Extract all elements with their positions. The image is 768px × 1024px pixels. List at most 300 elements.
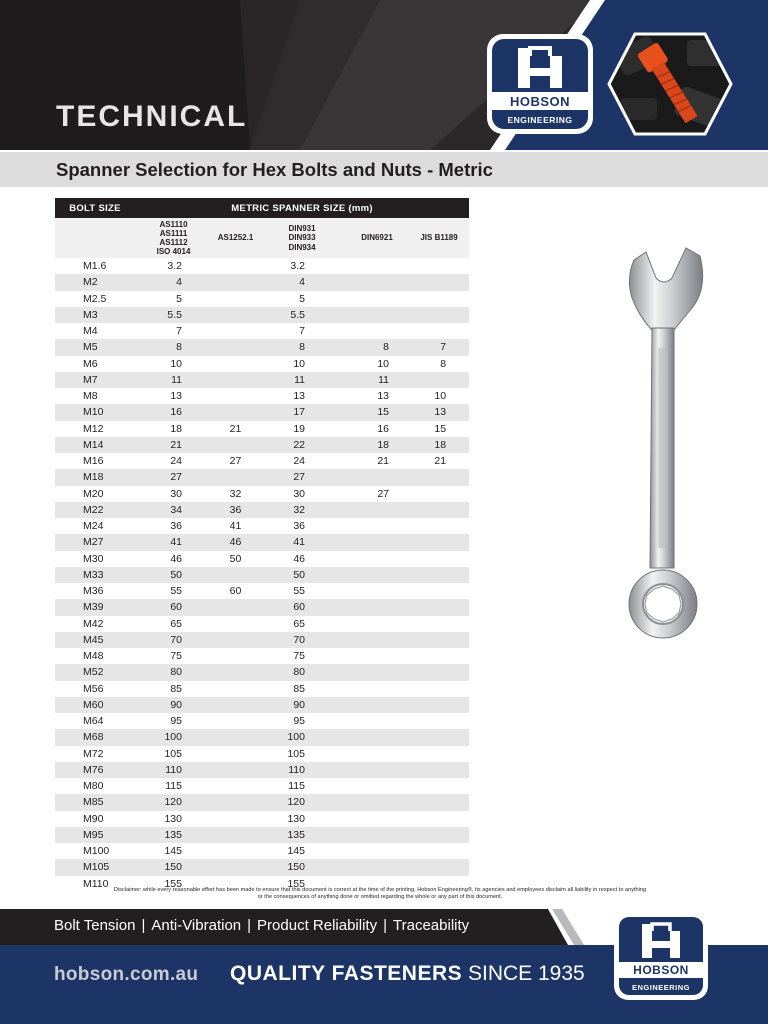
din-size-cell: 90 <box>259 697 345 713</box>
bolt-size-cell: M5 <box>55 339 135 355</box>
bolt-size-cell: M8 <box>55 388 135 404</box>
as1252-size-cell <box>212 811 259 827</box>
bolt-size-cell: M72 <box>55 746 135 762</box>
hobson-logo[interactable] <box>487 34 593 134</box>
bolt-size-cell: M4 <box>55 323 135 339</box>
jis-size-cell <box>409 713 469 729</box>
jis-size-cell: 8 <box>409 356 469 372</box>
jis-size-cell <box>409 274 469 290</box>
bolt-size-cell: M48 <box>55 648 135 664</box>
din6921-size-cell: 8 <box>345 339 409 355</box>
din6921-size-cell <box>345 746 409 762</box>
bolt-size-cell: M2.5 <box>55 291 135 307</box>
jis-size-cell <box>409 762 469 778</box>
as-size-cell: 60 <box>135 599 212 615</box>
din6921-size-cell <box>345 469 409 485</box>
din-size-cell: 85 <box>259 681 345 697</box>
table-row <box>55 502 469 518</box>
table-row <box>55 356 469 372</box>
footer-tagline <box>230 962 585 986</box>
as1252-size-cell <box>212 372 259 388</box>
as-size-cell: 8 <box>135 339 212 355</box>
footer-feature-list <box>54 917 469 934</box>
bolt-size-cell: M27 <box>55 534 135 550</box>
bolt-size-cell: M90 <box>55 811 135 827</box>
spanner-size-table <box>55 198 469 892</box>
table-row <box>55 307 469 323</box>
as-size-cell: 50 <box>135 567 212 583</box>
as1252-size-cell <box>212 827 259 843</box>
din6921-size-cell <box>345 632 409 648</box>
din-size-cell: 32 <box>259 502 345 518</box>
as-size-cell: 105 <box>135 746 212 762</box>
din-size-cell: 30 <box>259 486 345 502</box>
jis-size-cell <box>409 551 469 567</box>
jis-size-cell <box>409 307 469 323</box>
as-size-cell: 34 <box>135 502 212 518</box>
as1252-size-cell: 60 <box>212 583 259 599</box>
hobson-h-mark-icon <box>514 46 566 90</box>
footer-tag-traceability: Traceability <box>393 917 470 934</box>
as1252-size-cell <box>212 632 259 648</box>
footer-separator: | <box>383 917 388 934</box>
jis-size-cell <box>409 291 469 307</box>
din-size-cell: 75 <box>259 648 345 664</box>
as-size-cell: 46 <box>135 551 212 567</box>
table-row <box>55 713 469 729</box>
jis-size-cell <box>409 632 469 648</box>
as1252-size-cell <box>212 778 259 794</box>
combination-spanner-icon <box>612 238 712 668</box>
table-row <box>55 453 469 469</box>
jis-size-cell <box>409 827 469 843</box>
din-size-cell: 60 <box>259 599 345 615</box>
as-size-cell: 150 <box>135 859 212 875</box>
as1252-size-cell <box>212 843 259 859</box>
din-size-cell: 145 <box>259 843 345 859</box>
header-bolt-size: BOLT SIZE <box>55 198 135 218</box>
as1252-size-cell <box>212 664 259 680</box>
table-row <box>55 664 469 680</box>
din6921-size-cell <box>345 616 409 632</box>
din6921-size-cell <box>345 534 409 550</box>
table-row <box>55 323 469 339</box>
tagline-rest: SINCE 1935 <box>462 962 585 985</box>
bolt-size-cell: M60 <box>55 697 135 713</box>
din-size-cell: 55 <box>259 583 345 599</box>
table-row <box>55 518 469 534</box>
din6921-size-cell <box>345 551 409 567</box>
footer-separator: | <box>141 917 146 934</box>
table-row <box>55 258 469 274</box>
table-row <box>55 339 469 355</box>
jis-size-cell <box>409 518 469 534</box>
din6921-size-cell <box>345 697 409 713</box>
din6921-size-cell <box>345 323 409 339</box>
din6921-size-cell <box>345 583 409 599</box>
bolt-size-cell: M36 <box>55 583 135 599</box>
as1252-size-cell: 21 <box>212 421 259 437</box>
din6921-size-cell <box>345 859 409 875</box>
bolt-size-cell: M68 <box>55 729 135 745</box>
bolt-size-cell: M95 <box>55 827 135 843</box>
table-row <box>55 827 469 843</box>
din6921-size-cell <box>345 518 409 534</box>
as-size-cell: 95 <box>135 713 212 729</box>
subtitle-band <box>0 152 768 187</box>
din-size-cell: 80 <box>259 664 345 680</box>
jis-size-cell <box>409 794 469 810</box>
jis-size-cell <box>409 534 469 550</box>
din6921-size-cell: 18 <box>345 437 409 453</box>
as-size-cell: 130 <box>135 811 212 827</box>
bolt-size-cell: M20 <box>55 486 135 502</box>
header-metric-spanner: METRIC SPANNER SIZE (mm) <box>135 198 469 218</box>
as-size-cell: 75 <box>135 648 212 664</box>
din-size-cell: 17 <box>259 404 345 420</box>
as1252-size-cell: 46 <box>212 534 259 550</box>
table-row <box>55 469 469 485</box>
jis-size-cell: 18 <box>409 437 469 453</box>
page-subtitle: Spanner Selection for Hex Bolts and Nuts - Metric <box>56 159 493 180</box>
din6921-size-cell <box>345 648 409 664</box>
as1252-size-cell <box>212 794 259 810</box>
table-row <box>55 291 469 307</box>
disclaimer-line-2: or the consequences of anything done or omitted regarding the whole or any part of this document. <box>257 894 503 900</box>
bolt-size-cell: M45 <box>55 632 135 648</box>
logo-name: HOBSON <box>509 94 571 109</box>
din6921-size-cell <box>345 274 409 290</box>
table-row <box>55 843 469 859</box>
as-size-cell: 145 <box>135 843 212 859</box>
header-din-standards: DIN931 DIN933 DIN934 <box>259 218 345 258</box>
jis-size-cell: 15 <box>409 421 469 437</box>
din-size-cell: 8 <box>259 339 345 355</box>
bolt-size-cell: M10 <box>55 404 135 420</box>
jis-size-cell <box>409 729 469 745</box>
as1252-size-cell: 32 <box>212 486 259 502</box>
header-as1252: AS1252.1 <box>212 218 259 258</box>
table-row <box>55 632 469 648</box>
bolt-size-cell: M100 <box>55 843 135 859</box>
table-row <box>55 437 469 453</box>
as-size-cell: 5.5 <box>135 307 212 323</box>
logo-subtitle: ENGINEERING <box>507 115 573 125</box>
footer-logo-name: HOBSON <box>633 963 689 977</box>
din-size-cell: 95 <box>259 713 345 729</box>
din6921-size-cell <box>345 794 409 810</box>
as1252-size-cell: 41 <box>212 518 259 534</box>
bolt-size-cell: M3 <box>55 307 135 323</box>
bolt-size-cell: M52 <box>55 664 135 680</box>
as1252-size-cell <box>212 746 259 762</box>
as-size-cell: 70 <box>135 632 212 648</box>
table-row <box>55 859 469 875</box>
bolt-size-cell: M7 <box>55 372 135 388</box>
bolt-size-cell: M1.6 <box>55 258 135 274</box>
bolt-size-cell: M110 <box>55 876 135 892</box>
din6921-size-cell <box>345 291 409 307</box>
din-size-cell: 100 <box>259 729 345 745</box>
din6921-size-cell <box>345 681 409 697</box>
as-size-cell: 100 <box>135 729 212 745</box>
table-row <box>55 811 469 827</box>
bolt-size-cell: M80 <box>55 778 135 794</box>
header-din6921: DIN6921 <box>345 218 409 258</box>
as1252-size-cell: 27 <box>212 453 259 469</box>
jis-size-cell <box>409 258 469 274</box>
din-size-cell: 155 <box>259 876 345 892</box>
header-jis: JIS B1189 <box>409 218 469 258</box>
jis-size-cell <box>409 697 469 713</box>
din6921-size-cell <box>345 843 409 859</box>
as-size-cell: 120 <box>135 794 212 810</box>
as1252-size-cell <box>212 567 259 583</box>
din6921-size-cell <box>345 762 409 778</box>
header-banner <box>0 0 768 150</box>
footer-tag-bolt-tension: Bolt Tension <box>54 917 136 934</box>
bolt-photo-hexagon <box>607 32 733 136</box>
din6921-size-cell <box>345 729 409 745</box>
as1252-size-cell <box>212 404 259 420</box>
table-row <box>55 583 469 599</box>
as-size-cell: 5 <box>135 291 212 307</box>
website-link[interactable]: hobson.com.au <box>54 964 199 985</box>
table-row <box>55 599 469 615</box>
jis-size-cell <box>409 616 469 632</box>
din-size-cell: 135 <box>259 827 345 843</box>
bolt-size-cell: M12 <box>55 421 135 437</box>
din-size-cell: 120 <box>259 794 345 810</box>
as1252-size-cell <box>212 859 259 875</box>
din-size-cell: 130 <box>259 811 345 827</box>
bolt-size-cell: M22 <box>55 502 135 518</box>
bolt-size-cell: M24 <box>55 518 135 534</box>
jis-size-cell <box>409 486 469 502</box>
jis-size-cell: 21 <box>409 453 469 469</box>
table-row <box>55 697 469 713</box>
as-size-cell: 11 <box>135 372 212 388</box>
din-size-cell: 5.5 <box>259 307 345 323</box>
table-row <box>55 794 469 810</box>
as-size-cell: 13 <box>135 388 212 404</box>
bolt-size-cell: M18 <box>55 469 135 485</box>
din-size-cell: 13 <box>259 388 345 404</box>
as1252-size-cell <box>212 258 259 274</box>
din6921-size-cell: 11 <box>345 372 409 388</box>
jis-size-cell: 13 <box>409 404 469 420</box>
jis-size-cell <box>409 811 469 827</box>
as1252-size-cell <box>212 729 259 745</box>
footer-tag-anti-vibration: Anti-Vibration <box>151 917 242 934</box>
jis-size-cell <box>409 681 469 697</box>
bolt-size-cell: M76 <box>55 762 135 778</box>
as1252-size-cell <box>212 616 259 632</box>
bolt-size-cell: M6 <box>55 356 135 372</box>
din6921-size-cell <box>345 567 409 583</box>
as-size-cell: 55 <box>135 583 212 599</box>
jis-size-cell <box>409 323 469 339</box>
din-size-cell: 22 <box>259 437 345 453</box>
as-size-cell: 85 <box>135 681 212 697</box>
bolt-size-cell: M14 <box>55 437 135 453</box>
din6921-size-cell: 10 <box>345 356 409 372</box>
as-size-cell: 7 <box>135 323 212 339</box>
jis-size-cell <box>409 746 469 762</box>
as1252-size-cell <box>212 437 259 453</box>
din-size-cell: 19 <box>259 421 345 437</box>
din6921-size-cell: 27 <box>345 486 409 502</box>
table-row <box>55 274 469 290</box>
table-row <box>55 762 469 778</box>
table-row <box>55 534 469 550</box>
as1252-size-cell <box>212 356 259 372</box>
din6921-size-cell: 16 <box>345 421 409 437</box>
din6921-size-cell <box>345 713 409 729</box>
bolt-size-cell: M30 <box>55 551 135 567</box>
as1252-size-cell <box>212 307 259 323</box>
table-row <box>55 372 469 388</box>
as-size-cell: 24 <box>135 453 212 469</box>
din-size-cell: 50 <box>259 567 345 583</box>
table-row <box>55 388 469 404</box>
as1252-size-cell <box>212 713 259 729</box>
din-size-cell: 36 <box>259 518 345 534</box>
bolt-size-cell: M42 <box>55 616 135 632</box>
as-size-cell: 4 <box>135 274 212 290</box>
din-size-cell: 46 <box>259 551 345 567</box>
din-size-cell: 3.2 <box>259 258 345 274</box>
bolt-size-cell: M56 <box>55 681 135 697</box>
as1252-size-cell <box>212 323 259 339</box>
as-size-cell: 3.2 <box>135 258 212 274</box>
din-size-cell: 7 <box>259 323 345 339</box>
table-row <box>55 681 469 697</box>
din-size-cell: 105 <box>259 746 345 762</box>
as1252-size-cell <box>212 762 259 778</box>
bolt-size-cell: M33 <box>55 567 135 583</box>
as1252-size-cell <box>212 388 259 404</box>
as-size-cell: 27 <box>135 469 212 485</box>
jis-size-cell <box>409 859 469 875</box>
as1252-size-cell: 50 <box>212 551 259 567</box>
jis-size-cell <box>409 372 469 388</box>
as1252-size-cell <box>212 681 259 697</box>
table-row <box>55 551 469 567</box>
table-row <box>55 616 469 632</box>
header-as-standards: AS1110 AS1111 AS1112 ISO 4014 <box>135 218 212 258</box>
as-size-cell: 41 <box>135 534 212 550</box>
jis-size-cell <box>409 843 469 859</box>
as1252-size-cell <box>212 599 259 615</box>
din-size-cell: 11 <box>259 372 345 388</box>
footer-hobson-h-mark-icon <box>638 922 684 960</box>
din6921-size-cell <box>345 827 409 843</box>
jis-size-cell <box>409 664 469 680</box>
din6921-size-cell <box>345 599 409 615</box>
din6921-size-cell: 15 <box>345 404 409 420</box>
as-size-cell: 135 <box>135 827 212 843</box>
din6921-size-cell <box>345 258 409 274</box>
jis-size-cell: 10 <box>409 388 469 404</box>
din6921-size-cell <box>345 664 409 680</box>
table-row <box>55 486 469 502</box>
as1252-size-cell <box>212 291 259 307</box>
as-size-cell: 18 <box>135 421 212 437</box>
din-size-cell: 41 <box>259 534 345 550</box>
jis-size-cell <box>409 567 469 583</box>
as-size-cell: 90 <box>135 697 212 713</box>
din-size-cell: 5 <box>259 291 345 307</box>
footer-separator: | <box>247 917 252 934</box>
din-size-cell: 70 <box>259 632 345 648</box>
as-size-cell: 36 <box>135 518 212 534</box>
table-row <box>55 421 469 437</box>
table-row <box>55 404 469 420</box>
table-row <box>55 778 469 794</box>
din6921-size-cell <box>345 307 409 323</box>
din-size-cell: 65 <box>259 616 345 632</box>
as-size-cell: 21 <box>135 437 212 453</box>
din6921-size-cell <box>345 778 409 794</box>
jis-size-cell <box>409 648 469 664</box>
as-size-cell: 80 <box>135 664 212 680</box>
din-size-cell: 27 <box>259 469 345 485</box>
as1252-size-cell <box>212 339 259 355</box>
jis-size-cell <box>409 502 469 518</box>
table-row <box>55 729 469 745</box>
table-body <box>55 258 469 892</box>
jis-size-cell <box>409 583 469 599</box>
din-size-cell: 150 <box>259 859 345 875</box>
bolt-size-cell: M2 <box>55 274 135 290</box>
as-size-cell: 16 <box>135 404 212 420</box>
din-size-cell: 115 <box>259 778 345 794</box>
bolt-size-cell: M16 <box>55 453 135 469</box>
footer-hobson-logo[interactable] <box>614 912 708 1000</box>
as-size-cell: 65 <box>135 616 212 632</box>
as1252-size-cell <box>212 469 259 485</box>
as1252-size-cell <box>212 648 259 664</box>
din6921-size-cell <box>345 811 409 827</box>
as-size-cell: 10 <box>135 356 212 372</box>
as1252-size-cell <box>212 274 259 290</box>
din-size-cell: 110 <box>259 762 345 778</box>
as-size-cell: 155 <box>135 876 212 892</box>
din6921-size-cell <box>345 502 409 518</box>
as-size-cell: 110 <box>135 762 212 778</box>
jis-size-cell <box>409 599 469 615</box>
as-size-cell: 115 <box>135 778 212 794</box>
as-size-cell: 30 <box>135 486 212 502</box>
jis-size-cell: 7 <box>409 339 469 355</box>
din6921-size-cell: 13 <box>345 388 409 404</box>
jis-size-cell <box>409 778 469 794</box>
as1252-size-cell <box>212 697 259 713</box>
table-row <box>55 648 469 664</box>
din-size-cell: 4 <box>259 274 345 290</box>
section-title: TECHNICAL <box>56 100 248 133</box>
footer-tag-product-reliability: Product Reliability <box>257 917 378 934</box>
header-blank <box>55 218 135 258</box>
din-size-cell: 24 <box>259 453 345 469</box>
bolt-size-cell: M85 <box>55 794 135 810</box>
din-size-cell: 10 <box>259 356 345 372</box>
table-row <box>55 567 469 583</box>
din6921-size-cell: 21 <box>345 453 409 469</box>
bolt-size-cell: M64 <box>55 713 135 729</box>
bolt-size-cell: M39 <box>55 599 135 615</box>
